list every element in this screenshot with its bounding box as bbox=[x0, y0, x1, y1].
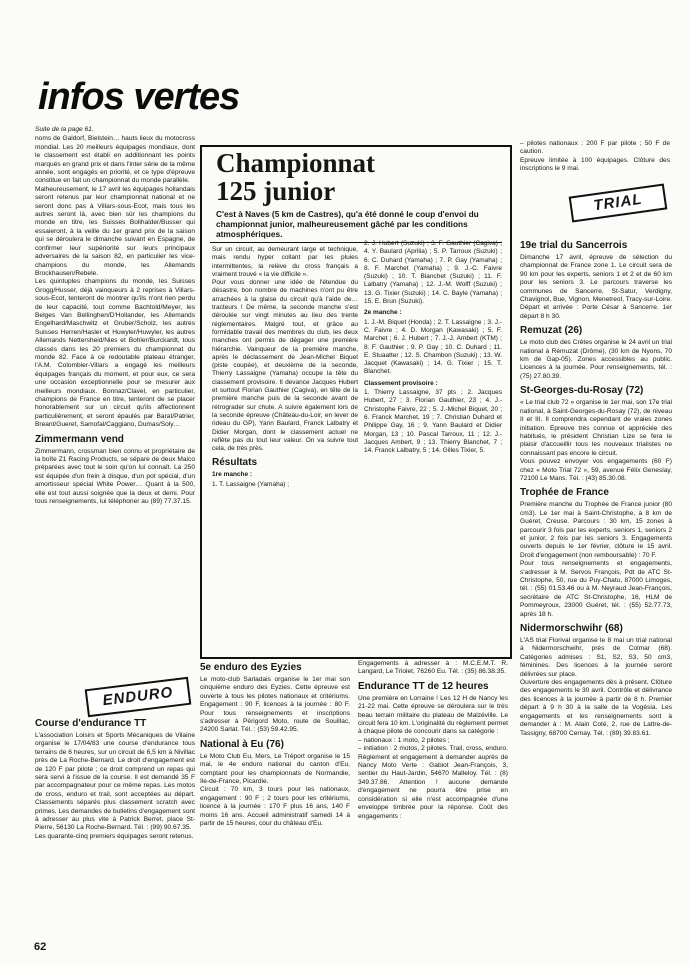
course-endurance-text: L'association Loisirs et Sports Mécaniques de Vilaine organise le 17/04/83 une course d'endurance tous terrains de 6 heures, sur un circuit de 6,5 km à Nivillac près de La Roche-Bernard. Le droit d'engagement est de 120 F par pilote ; ce droit comprend un repas qui sera servi à l'issue de la course. Il est demandé 35 F par accompagnateur pour ce même repas. Les motos de cross, enduro et trail, sont acceptées au départ. Classements séparés plus classement scratch avec primes. Les demandes de bulletins d'engagement sont à adresser au plus vite à Patrick Berret, place St-Pierre, 56130 La Roche-Bernard. Tél. : (99) 90.67.35. Les quarante-cinq premiers équipages seront retenus. bbox=[35, 732, 195, 840]
section-title: infos vertes bbox=[38, 76, 240, 118]
manche1-results: 2. J. Hubert (Suzuki) ; 3. F. Gauthier (Cagiva) ; 4. Y. Baulard (Aprilia) ; 5. P. Tarroux (Suzuki) ; 6. C. Duhard (Yamaha) ; 7. P. Gay (Yamaha) ; 8. F. Marchet (Yamaha) ; 9. J.-C. Faivre (Suzuki) ; 10. T. Blanchet (Suzuki) ; 11. F. Lalbatry (Yamaha) ; 12. J.-M. Wolff (Suzuki) ; 13. G. Tixier (Suzuki) ; 14. C. Bayle (Yamaha) ; 15. E. Brun (Suzuki). bbox=[364, 240, 502, 306]
trial-badge: TRIAL bbox=[569, 183, 668, 222]
championnat-title bbox=[216, 149, 375, 205]
national-text: Le Moto Club Eu, Mers, Le Tréport organise le 15 mai, le 4e enduro national du canton d'Eu, comptant pour les championnats de Normandie, Ile-de-France, Picardie. Circuit : 70 km, 3 tours pour les nationaux, engagement : 90 F ; 2 tours pour les critériums, licence à la journée : 170 F plus 16 ans, 140 F moins 16 ans. Accueil administratif samedi 14 à partir de 15 heures, cour du château d'Eu. bbox=[200, 752, 350, 828]
zimmermann-heading: Zimmermann vend bbox=[35, 433, 124, 445]
left-body-text: noms de Galdorf, Bielstein… hauts lieux du motocross mondial. Les 20 meilleurs équipages mondiaux, dont le classement est établi en additionnant les points marqués en grand prix et dans l'inter série de la même année, sont engagés en priorité, et ce type d'épreuve constitue en fait un championnat du monde parallèle. Malheureusement, le 17 avril les équipages hollandais seront retenus par leur championnat national et ne seront donc pas à Villars-sous-Ecot, mais tous les autres seront là, avec bien sûr les champions du monde en titre, les Suisses Bollhalder/Busser qui essaieront, à la veille du 1er grand prix de la saison qui se déroulera le dimanche suivant en Espagne, de confirmer leur supériorité sur leurs principaux adversaires de la saison 82, en particulier les vice-champions du monde, les Allemands Brockhausen/Rebele. Les quintuples champions du monde, les Suisses Grogg/Husser, déjà vainqueurs à 2 reprises à Villars-sous-Ecot, tenteront de montrer qu'ils n'ont rien perdu de leur capacité, tout comme Bachtold/Meyer, les Belges Van Bellinghen/D'Hollander, les Allemands Engelhard/Maschwitz et Gruber/Scholz, les autres Suisses Herren/Hasler et Huwyler/Huwyler, les autres Allemands Nettersheid/Nies et Bohler/Burckardt, tous classés dans les 20 premiers du championnat du monde 82. Face à ce redoutable plateau étranger, l'A.M. Colombier-Villars a engagé les meilleurs équipages français du moment, et pour eux, ce sera une occasion exceptionnelle pour se mesurer aux meilleurs mondiaux. Bonnaz/Clavel, en particulier, champions de France en titre, tenteront de se placer honorablement sur un circuit qu'ils affectionnent particulièrement, et seront épaulés par Barat/Patrier, Breant/Gueret, Samofal/Caggiano, Dumas/Soly… bbox=[35, 135, 195, 429]
eyzies-article bbox=[200, 658, 350, 830]
eyzies-heading: 5e enduro des Eyzies bbox=[200, 662, 302, 673]
left-column bbox=[35, 126, 195, 507]
trophee-text: Première manche du Trophée de France junior (80 cm3). Le 1er mai à Saint-Christophe, à 8 km de Guéret, Creuse. Parcours : 30 km, 15 zones à parcourir 3 fois par les experts, seniors 1, seniors 2 et junior, 2 fois par les seniors 3. Engagements ouverts depuis le 1er février, clôture le 15 avril. Droit d'engagement (non remboursable) : 70 F. Pour tous renseignements et engagements, s'adresser à M. Servos François, Pdt de ATC St-Christophe, 50, rue du Puy-Chatu, 87000 Limoges, tél. : (55) 01.53.46 ou à M. Neyraud Jean-François, secrétaire de ATC St-Christophe, 16, HLM de Pommeyroux, 23000 Guéret, tél. : (55) 52.77.73, après 18 h. bbox=[520, 501, 672, 618]
page-number: 62 bbox=[34, 941, 47, 953]
remuzat-heading: Remuzat (26) bbox=[520, 325, 583, 337]
provisoire-heading: Classement provisoire : bbox=[364, 379, 438, 387]
nidermorschwihr-heading: Nidermorschwihr (68) bbox=[520, 623, 623, 635]
provisoire-results: 1. Thierry Lassaigne, 37 pts ; 2. Jacques Hubert, 27 ; 3. Florian Gauthier, 23 ; 4. J.-Christophe Faivre, 22 ; 5. J.-Michel Biquet, 20 ; 6. Franck Marchet, 19 ; 7. Christian Duhard et Philippe Gay, 16 ; 9. Yann Baulard et Didier Morgan, 13 ; 10. Pascal Tarroux, 11 ; 12. J.-Jacques Ambert, 9 ; 13. Thierry Blanchet, 7 ; 14. Franck Lalbatry, 5 ; 14. Gilles Tixier, 5. bbox=[364, 389, 502, 455]
stgeorges-text: « Le trial club 72 » organise le 1er mai, son 17e trial national, à Saint-Georges-du-Rosay (72), de niveau II et III. Il comprendra cependant de vraies zones initiation. Epreuve très connue et appréciée des habitués, le président Christian Lize se fera le plaisir d'accueillir tous les nouveaux trialistes ne connaissant pas encore le circuit. Vous pouvez envoyer vos engagements (60 F) chez « Moto Trial 72 », 59, avenue Félix Geneslay, 72100 Le Mans. Tél. : (43) 85.30.08. bbox=[520, 399, 672, 482]
trophee-heading: Trophée de France bbox=[520, 487, 609, 499]
enduro-badge: ENDURO bbox=[85, 677, 192, 717]
championnat-lead: C'est à Naves (5 km de Castres), qu'a été donné le coup d'envoi du championnat junior, malheureusement gâché par les conditions atmosphériques. bbox=[216, 209, 479, 239]
championnat-box bbox=[200, 145, 512, 659]
sancerrois-heading: 19e trial du Sancerrois bbox=[520, 240, 628, 251]
engagements-text: Engagements à adresser à : M.C.E.M.T. R. Langard, Le Triolet, 76260 Eu. Tél. : (35) 86.38.35. bbox=[358, 660, 508, 676]
championnat-title-line2: 125 junior bbox=[216, 176, 336, 206]
manche2-heading: 2e manche : bbox=[364, 309, 402, 317]
course-endurance-article bbox=[35, 714, 195, 842]
championnat-col1 bbox=[212, 246, 358, 490]
right-column bbox=[520, 236, 672, 739]
national-heading: National à Eu (76) bbox=[200, 738, 284, 750]
right-top-text bbox=[520, 140, 670, 175]
stgeorges-heading: St-Georges-du-Rosay (72) bbox=[520, 385, 644, 397]
championnat-body: Sur un circuit, au demeurant large et technique, mais rendu hyper collant par les pluies intermittentes, la relève du cross français a vraiment trouvé « la vie difficile ». Pour vous donner une idée de l'étendue du désastre, bon nombre de machines n'ont pu être arrachées à la glaise du circuit qu'à l'aide de… tracteurs ! De même, la seconde manche s'est déroulée sur vingt minutes au lieu des trente réglementaires. Malgré tout, et grâce au formidable travail des membres du club, les deux manches ont permis de dégager une première hiérarchie. Vainqueur de la première manche, après le déclassement de Jean-Michel Biquet (piste coupée), et deuxième de la seconde, Thierry Lassaigne (Yamaha) occupe la tête du classement provisoire. Il devance Jacques Hubert et surtout Florian Gauthier (Cagiva), en tête de la première manche puis de la seconde avant de rétrograder sur chute. A suivre également lors de la seconde épreuve (Château-du-Loir, en lever de rideau du GP), Yann Baulard, Franck Lalbatry et Didier Morgan, dont le classement actuel ne reflète pas du tout leur valeur. On va suivre tout cela, de très près. bbox=[212, 246, 358, 453]
manche1-heading: 1re manche : bbox=[212, 471, 253, 479]
championnat-col2 bbox=[364, 240, 502, 456]
manche2-results: 1. J.-M. Biquet (Honda) ; 2. T. Lassaigne ; 3. J.-C. Faivre ; 4. D. Morgan (Kawasaki) ; 5. F. Marchet ; 6. J. Hubert ; 7. J.-J. Ambert (KTM) ; 8. F. Gauthier ; 9. P. Gay ; 10. C. Duhard ; 11. E. Stuaatter ; 12. S. Chambon (Suzuki) ; 13. W. Jacquet (Kawasaki) ; 14. G. Tixier ; 15. T. Blanchet. bbox=[364, 318, 502, 376]
endurance12-text: Une première en Lorraine ! Les 12 H de Nancy les 21-22 mai. Cette épreuve se déroulera sur le très beau terrain militaire du plateau de Malzéville. Le circuit fera 10 km. L'originalité du règlement permet à chaque pilote de concourir dans sa catégorie : – nationaux : 1 moto, 2 pilotes ; – initiation : 2 motos, 2 pilotes. Trail, cross, enduro. Règlement et engagement à demander auprès de Nancy Moto Verte : Gabiot Jean-François, 3, sentier du Haut-Jardin, 54670 Malleloy. Tél. : (8) 349.37.86. Attention ! aucune demande d'engagement ne pourra être prise en considération si elle n'est accompagnée d'une enveloppe timbrée pour la réponse. Coût des engagements : bbox=[358, 694, 508, 820]
eyzies-text: Le moto-club Sarladais organise le 1er mai son cinquième enduro des Eyzies. Cette épreuve est ouverte à tous les pilotes nationaux et critériums. Engagement : 90 F, licences à la journée : 80 F. Pour tous renseignements et inscriptions s'adresser à Périgord Moto, route de Souillac, 24200 Sarlat. Tél. : (53) 59.42.95. bbox=[200, 676, 350, 734]
championnat-title-line1: Championnat bbox=[216, 148, 376, 178]
resultats-heading: Résultats bbox=[212, 457, 258, 469]
manche1-first: 1. T. Lassaigne (Yamaha) ; bbox=[212, 480, 290, 488]
right-top-paragraph: – pilotes nationaux : 200 F par pilote ; 50 F de caution. Epreuve limitée à 100 équipages. Clôture des inscriptions le 9 mai. bbox=[520, 140, 670, 173]
nidermorschwihr-text: L'AS trial Florival organise le 8 mai un trial national à Nidermorschwihr, près de Colmar (68). Catégories admises : S1, S2, S3, 50 cm3, féminines. Des licences à la journée seront délivrées sur place. Ouverture des engagements dès à présent. Clôture des engagements le 30 avril. Contrôle et délivrance des licences à la journée à partir de 8 h. Premier départ à 9 h 30 à la salle de la Vogésia. Les engagements et les renseignements sont à demander à : M. Alain Coté, 2, rue de Lattre-de-Tassigny, 68700 Cernay. Tél. : (89) 39.83.61. bbox=[520, 637, 672, 737]
continued-note: Suite de la page 61. bbox=[35, 126, 94, 133]
course-endurance-heading: Course d'endurance TT bbox=[35, 718, 147, 729]
endurance12-article bbox=[358, 660, 508, 822]
remuzat-text: Le moto club des Crêtes organise le 24 avril un trial national à Rémuzat (Drôme), (30 km de Nyons, 70 km de Gap-05). Zones accessibles au public. Licences à la journée. Pour renseignements, tél. : (75) 27.80.39. bbox=[520, 339, 672, 380]
endurance12-heading: Endurance TT de 12 heures bbox=[358, 680, 489, 692]
sancerrois-text: Dimanche 17 avril, épreuve de sélection du championnat de France zone 1. Le circuit sera de 90 km pour les experts, seniors 1 et 2 et de 60 km pour les seniors 3. Le parcours traverse les communes de Sancerre, St-Satur, Verdigny, Chavignol, Bue, Vignon, Menetreol, Tracy-sur-Loire. Départ et arrivée : Porte César à Sancerre. 1er départ 8 h 30. bbox=[520, 254, 672, 320]
zimmermann-text: Zimmermann, crossman bien connu et propriétaire de la boîte Z1 Racing Products, se sépare de deux Maico préparées avec tout le soin qu'on lui connaît. La 250 est équipée d'un frein à disque, d'un pot spécial, d'un amortisseur spécial White Power… Quant à la 500, elle est tout aussi soignée que la deux et demi. Pour tous renseignements, lui téléphoner au (89) 77.37.15. bbox=[35, 447, 195, 506]
